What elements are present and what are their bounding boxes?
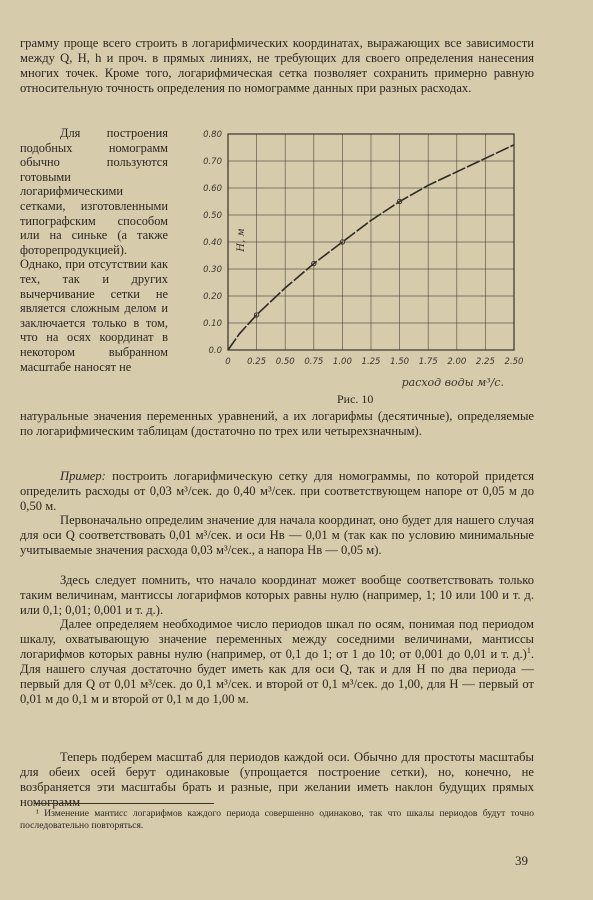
y-tick-label: 0.0 [208, 346, 222, 356]
paragraph-example [20, 469, 534, 514]
x-tick-label: 1.25 [361, 357, 381, 367]
y-tick-label: 0.30 [203, 265, 222, 275]
figure-10-chart [180, 124, 524, 392]
x-tick-label: 1.75 [418, 357, 438, 367]
y-tick-label: 0.60 [203, 184, 222, 194]
x-tick-label: 2.25 [475, 357, 495, 367]
paragraph-scale: Теперь подберем масштаб для периодов каждой оси. Обычно для простоты масштабы для обеих осей берут одинаковые (упрощается построение сетки), но, конечно, не возбраняется эти масштабы брать и разные, при желании иметь наклон будущих прямых номограмм [20, 750, 534, 809]
footnote-divider [34, 803, 214, 804]
y-axis-label: H, м [236, 228, 247, 252]
paragraph-origin: Первоначально определим значение для начала координат, оно будет для нашего случая для оси Q соответствовать 0,01 м³/сек. и оси Hв — 0,01 м (так как по условию минимальные учитываемые значения расхода 0,03 м³/сек., а напора Hв — 0,05 м). [20, 513, 534, 557]
y-tick-label: 0.80 [203, 130, 222, 140]
footnote-reference: 1 [526, 645, 531, 655]
x-tick-label: 2.00 [447, 357, 467, 367]
y-tick-label: 0.20 [203, 292, 222, 302]
y-tick-label: 0.10 [203, 319, 222, 329]
paragraph-intro: грамму проще всего строить в логарифмических координатах, выражающих все зависимости между Q, H, h и проч. в прямых линиях, не требующих для своего определения нанесения многих точек. Кроме того, логарифмическая сетка позволяет сохранить примерно равную относительную точность определения по номограмме данных при разных расходах. [20, 36, 534, 95]
x-tick-label: 1.00 [332, 357, 352, 367]
paragraph-periods [20, 617, 534, 707]
figure-caption: Рис. 10 [337, 392, 374, 406]
example-text: построить логарифмическую сетку для номограммы, по которой придется определить расходы от 0,03 м³/сек. до 0,40 м³/сек. при соответствующем напоре от 0,05 м до 0,50 м. [20, 469, 534, 513]
x-axis-label: расход воды м³/с. [401, 376, 504, 389]
paragraph-mantissa-note: Здесь следует помнить, что начало координат может вообще соответствовать только таким величинам, мантиссы логарифмов которых равны нулю (например, 1; 10 или 100 и т. д. или 0,1; 0,01; 0,001 и т. д.). [20, 573, 534, 617]
periods-text-b: . Для нашего случая достаточно будет иметь как для оси Q, так и для H по два периода — первый для Q от 0,01 м³/сек. до 0,1 м³/сек. и второй от 0,1 м³/сек. до 1,00, для H — первый от 0,01 м до 0,1 м и второй от 0,1 м до 1,00 м. [20, 647, 534, 706]
x-tick-label: 0.50 [275, 357, 295, 367]
page-number: 39 [515, 853, 528, 868]
x-tick-label: 1.50 [390, 357, 410, 367]
y-tick-label: 0.40 [203, 238, 222, 248]
paragraph-grids-continued: натуральные значения переменных уравнений, а их логарифмы (десятичные), определяемые по логарифмическим таблицам (достаточно по трех или четырехзначным). [20, 409, 534, 438]
example-label: Пример: [60, 469, 106, 483]
y-tick-label: 0.70 [203, 157, 222, 167]
periods-text-a: Далее определяем необходимое число периодов шкал по осям, понимая под периодом шкалу, охватывающую значение переменных между соседними величинами, мантиссы логарифмов которых равны нулю (например, от 0,1 до 1; от 1 до 10; от 0,001 до 0,01 и т. д.) [20, 617, 534, 661]
x-tick-label: 0.25 [247, 357, 267, 367]
paragraph-grids: Для построения подобных номограмм обычно пользуются готовыми логарифмическими сетками, изготовленными типографским способом или на синьке (а также фоторепродукцией). Однако, при отсутствии как тех, так и других вычерчивание сетки не является сложным делом и заключается только в том, что на осях координат в некотором выбранном масштабе наносят не [20, 126, 168, 374]
x-tick-label: 2.50 [504, 357, 524, 367]
y-tick-label: 0.50 [203, 211, 222, 221]
x-tick-label: 0.75 [304, 357, 324, 367]
x-tick-label: 0 [225, 357, 231, 367]
footnote: ¹ Изменение мантисс логарифмов каждого периода совершенно одинаково, так что шкалы периодов будут точно последовательно повторяться. [20, 808, 534, 831]
